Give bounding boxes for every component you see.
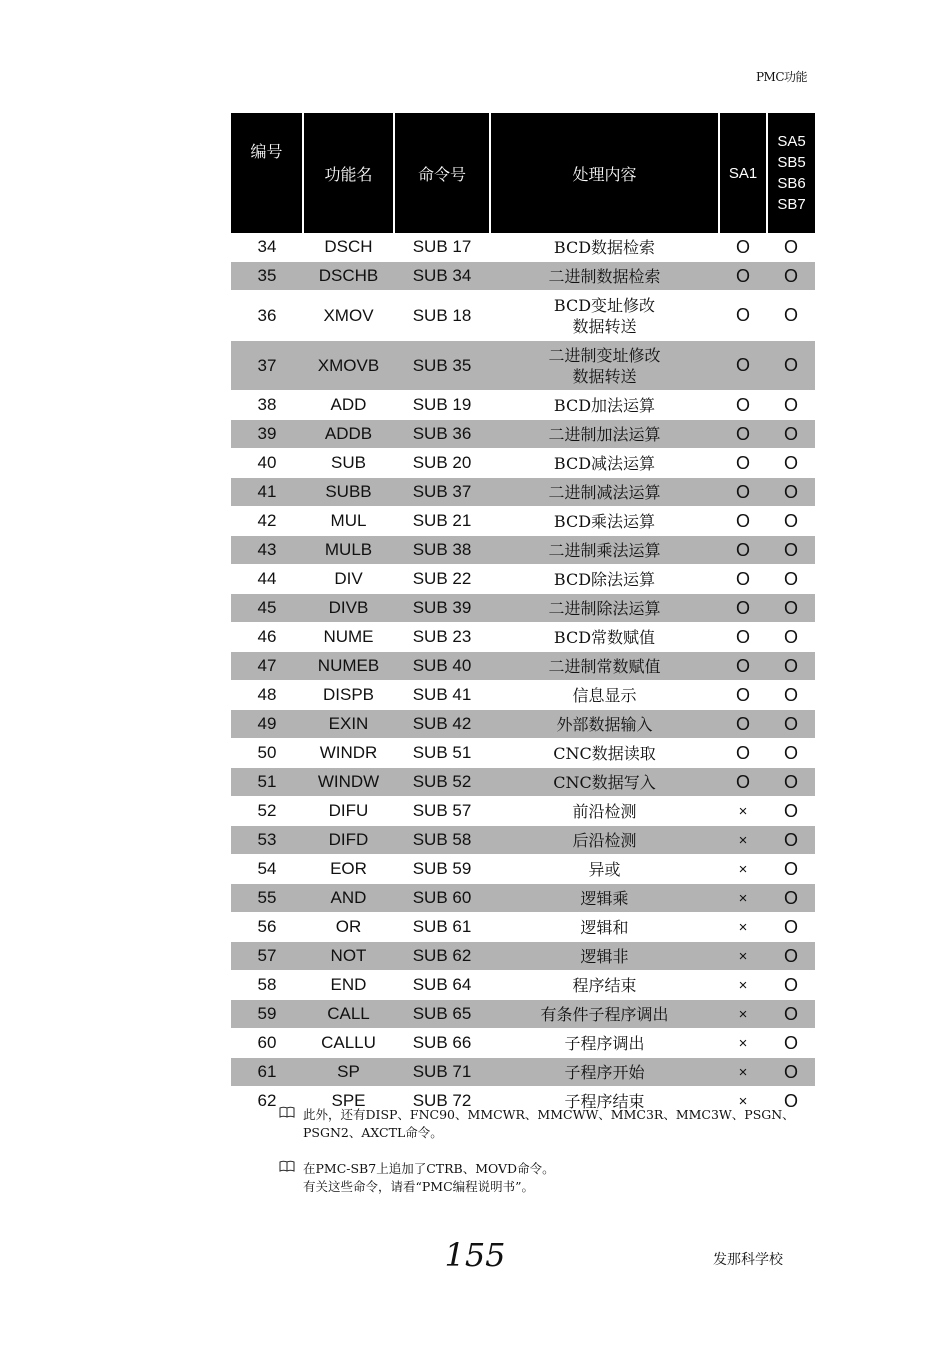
cell-sa5-mark: O [767,420,815,449]
cell-function-name: DSCH [324,237,373,256]
cell-sa1-mark: O [735,394,750,415]
cell-sa5-mark: O [783,452,798,473]
table-row [231,536,815,565]
cell-number: 49 [231,710,303,739]
cell-sa5-mark: O [783,626,798,647]
table-row [231,942,815,971]
book-icon [279,1160,303,1196]
cell-processing: 二进制数据检索 [490,262,719,291]
cell-sa1-mark: × [719,884,767,913]
cell-processing: BCD数据检索 [553,237,656,257]
cell-command-no: SUB 59 [412,859,472,878]
cell-sa1-mark: O [719,594,767,623]
cell-function-name: DIFD [303,826,394,855]
cell-sa1-mark: × [719,1058,767,1087]
cell-command-no: SUB 51 [412,743,472,762]
cell-sa5-mark: O [783,510,798,531]
cell-processing: 逻辑和 [580,917,629,937]
cell-processing: 前沿检测 [572,801,637,821]
cell-command-no: SUB 37 [394,478,490,507]
table-row [231,420,815,449]
cell-number: 45 [231,594,303,623]
cell-number: 55 [231,884,303,913]
cell-sa1-mark: O [719,652,767,681]
cell-number: 61 [231,1058,303,1087]
cell-processing: BCD变址修改 数据转送 [553,295,656,336]
cell-sa5-mark: O [767,768,815,797]
cell-command-no: SUB 42 [394,710,490,739]
cell-number: 34 [257,237,277,256]
header-function-name: 功能名 [303,113,394,233]
cell-sa1-mark: × [738,802,748,820]
cell-processing: 程序结束 [572,975,637,995]
cell-processing: BCD减法运算 [553,453,656,473]
cell-command-no: SUB 35 [394,341,490,391]
note [279,1106,795,1142]
table-row [231,971,815,1000]
cell-processing: 后沿检测 [490,826,719,855]
table-row [231,826,815,855]
cell-number: 41 [231,478,303,507]
cell-processing: 二进制常数赋值 [490,652,719,681]
cell-function-name: EOR [330,859,367,878]
cell-sa5-mark: O [783,394,798,415]
cell-sa1-mark: × [738,860,748,878]
cell-sa1-mark: O [719,262,767,291]
cell-number: 36 [257,305,277,325]
cell-sa5-mark: O [783,916,798,937]
cell-number: 44 [257,569,277,588]
cell-command-no: SUB 34 [394,262,490,291]
cell-sa5-mark: O [783,742,798,763]
cell-sa1-mark: O [735,684,750,705]
cell-number: 46 [257,627,277,646]
cell-command-no: SUB 57 [412,801,472,820]
cell-number: 38 [257,395,277,414]
cell-sa1-mark: O [719,710,767,739]
table-row [231,884,815,913]
cell-sa5-mark: O [767,652,815,681]
table-row [231,913,815,942]
cell-sa5-mark: O [767,1058,815,1087]
cell-number: 47 [231,652,303,681]
cell-sa5-mark: O [767,341,815,391]
header-number: 编号 [231,113,303,233]
cell-sa1-mark: × [719,826,767,855]
notes [279,1106,795,1214]
cell-sa1-mark: O [735,568,750,589]
cell-function-name: DIFU [328,801,369,820]
table-row [231,1029,815,1058]
cell-processing: 逻辑非 [490,942,719,971]
table-row [231,797,815,826]
cell-function-name: ADD [330,395,367,414]
cell-sa5-mark: O [767,536,815,565]
cell-number: 56 [257,917,277,936]
note-text: 在PMC-SB7上追加了CTRB、MOVD命令。 有关这些命令，请看“PMC编程说明书”。 [303,1161,555,1194]
cell-command-no: SUB 58 [394,826,490,855]
cell-sa5-mark: O [783,305,798,325]
table-row [231,391,815,420]
cell-number: 35 [231,262,303,291]
cell-command-no: SUB 61 [412,917,472,936]
cell-processing: 子程序结束 [564,1091,645,1111]
table-row [231,623,815,652]
cell-command-no: SUB 36 [394,420,490,449]
table-row [231,855,815,884]
cell-sa5-mark: O [767,478,815,507]
school-name: 发那科学校 [713,1252,783,1268]
cell-function-name: OR [335,917,362,936]
cell-sa5-mark: O [767,1000,815,1029]
cell-number: 58 [257,975,277,994]
cell-function-name: SPE [331,1091,366,1110]
cell-sa1-mark: O [719,536,767,565]
cell-function-name: END [330,975,367,994]
cell-command-no: SUB 18 [412,305,472,325]
cell-number: 53 [231,826,303,855]
cell-processing: BCD加法运算 [553,395,656,415]
cell-function-name: SP [303,1058,394,1087]
cell-function-name: DISPB [322,685,375,704]
cell-function-name: SUBB [303,478,394,507]
cell-number: 50 [257,743,277,762]
cell-processing: 二进制加法运算 [490,420,719,449]
cell-number: 52 [257,801,277,820]
cell-processing: 子程序调出 [564,1033,645,1053]
cell-sa1-mark: O [735,742,750,763]
cell-sa1-mark: O [719,420,767,449]
cell-sa1-mark: × [738,1034,748,1052]
header-sa1: SA1 [719,113,767,233]
header-sa5-sb7: SA5 SB5 SB6 SB7 [767,113,815,233]
table-row [231,478,815,507]
cell-number: 40 [257,453,277,472]
cell-command-no: SUB 62 [394,942,490,971]
cell-command-no: SUB 21 [412,511,472,530]
cell-command-no: SUB 39 [394,594,490,623]
cell-sa1-mark: O [735,452,750,473]
cell-processing: BCD乘法运算 [553,511,656,531]
table-row [231,710,815,739]
cell-function-name: NOT [303,942,394,971]
table-row [231,1000,815,1029]
cell-function-name: NUMEB [303,652,394,681]
cell-function-name: MUL [330,511,367,530]
cell-processing: 外部数据输入 [490,710,719,739]
cell-command-no: SUB 65 [394,1000,490,1029]
page-number: 155 [444,1236,506,1274]
cell-sa5-mark: O [767,826,815,855]
book-icon [279,1106,303,1142]
cell-function-name: DSCHB [303,262,394,291]
header-processing: 处理内容 [490,113,719,233]
cell-number: 57 [231,942,303,971]
cell-processing: BCD常数赋值 [553,627,656,647]
cell-number: 51 [231,768,303,797]
cell-sa1-mark: × [738,918,748,936]
cell-number: 48 [257,685,277,704]
cell-command-no: SUB 38 [394,536,490,565]
cell-sa1-mark: O [735,510,750,531]
table-row [231,594,815,623]
cell-function-name: WINDR [319,743,378,762]
cell-function-name: XMOV [323,305,374,325]
cell-number: 54 [257,859,277,878]
cell-number: 39 [231,420,303,449]
cell-number: 62 [257,1091,277,1110]
cell-processing: 子程序开始 [490,1058,719,1087]
cell-sa1-mark: × [738,976,748,994]
table-row [231,291,815,341]
cell-command-no: SUB 71 [394,1058,490,1087]
table-row [231,565,815,594]
table-row [231,739,815,768]
cell-sa5-mark: O [783,236,798,257]
note-text: 此外，还有DISP、FNC90、MMCWR、MMCWW、MMC3R、MMC3W、PSGN、 PSGN2、AXCTL命令。 [303,1107,795,1140]
cell-processing: 二进制变址修改 数据转送 [490,341,719,391]
cell-function-name: SUB [331,453,366,472]
cell-function-name: EXIN [303,710,394,739]
cell-processing: 二进制减法运算 [490,478,719,507]
table-row [231,681,815,710]
cell-sa1-mark: O [735,305,750,325]
section-header: PMC功能 [755,70,807,84]
cell-sa5-mark: O [783,1090,798,1111]
table-header-row [231,113,815,233]
cell-number: 43 [231,536,303,565]
table-row [231,507,815,536]
cell-command-no: SUB 17 [412,237,472,256]
cell-function-name: AND [303,884,394,913]
cell-sa1-mark: O [719,341,767,391]
cell-sa1-mark: O [735,236,750,257]
cell-command-no: SUB 19 [412,395,472,414]
cell-sa5-mark: O [783,568,798,589]
cell-command-no: SUB 72 [412,1091,472,1110]
cell-command-no: SUB 22 [412,569,472,588]
cell-processing: 二进制除法运算 [490,594,719,623]
cell-sa5-mark: O [767,710,815,739]
cell-sa1-mark: O [719,478,767,507]
cell-function-name: MULB [303,536,394,565]
cell-sa1-mark: × [719,942,767,971]
cell-command-no: SUB 52 [394,768,490,797]
cell-sa5-mark: O [783,800,798,821]
table-row [231,233,815,262]
cell-sa5-mark: O [767,942,815,971]
cell-function-name: DIV [334,569,363,588]
cell-number: 37 [231,341,303,391]
cell-function-name: ADDB [303,420,394,449]
header-command-no: 命令号 [394,113,490,233]
cell-processing: CNC数据读取 [553,743,656,763]
note [279,1160,795,1196]
cell-processing: BCD除法运算 [553,569,656,589]
cell-command-no: SUB 41 [412,685,472,704]
cell-sa5-mark: O [783,684,798,705]
cell-processing: CNC数据写入 [490,768,719,797]
cell-command-no: SUB 20 [412,453,472,472]
table-row [231,449,815,478]
cell-function-name: DIVB [303,594,394,623]
cell-processing: 逻辑乘 [490,884,719,913]
cell-command-no: SUB 40 [394,652,490,681]
function-table [231,113,815,1115]
cell-number: 42 [257,511,277,530]
cell-function-name: CALL [303,1000,394,1029]
cell-function-name: WINDW [303,768,394,797]
cell-command-no: SUB 60 [394,884,490,913]
cell-sa1-mark: O [719,768,767,797]
cell-processing: 异或 [588,859,621,879]
cell-sa1-mark: O [735,626,750,647]
cell-sa5-mark: O [783,1032,798,1053]
cell-function-name: NUME [323,627,374,646]
cell-command-no: SUB 66 [412,1033,472,1052]
table-row [231,768,815,797]
cell-number: 59 [231,1000,303,1029]
table-row [231,1058,815,1087]
cell-sa5-mark: O [767,884,815,913]
cell-command-no: SUB 64 [412,975,472,994]
cell-sa5-mark: O [783,974,798,995]
cell-processing: 信息显示 [572,685,637,705]
cell-function-name: CALLU [321,1033,376,1052]
cell-processing: 二进制乘法运算 [490,536,719,565]
cell-processing: 有条件子程序调出 [490,1000,719,1029]
cell-sa5-mark: O [783,858,798,879]
cell-sa5-mark: O [767,262,815,291]
cell-function-name: XMOVB [303,341,394,391]
cell-sa5-mark: O [767,594,815,623]
table-row [231,341,815,391]
table-row [231,652,815,681]
cell-command-no: SUB 23 [412,627,472,646]
cell-sa1-mark: × [738,1092,748,1110]
cell-sa1-mark: × [719,1000,767,1029]
table-row [231,262,815,291]
cell-number: 60 [257,1033,277,1052]
